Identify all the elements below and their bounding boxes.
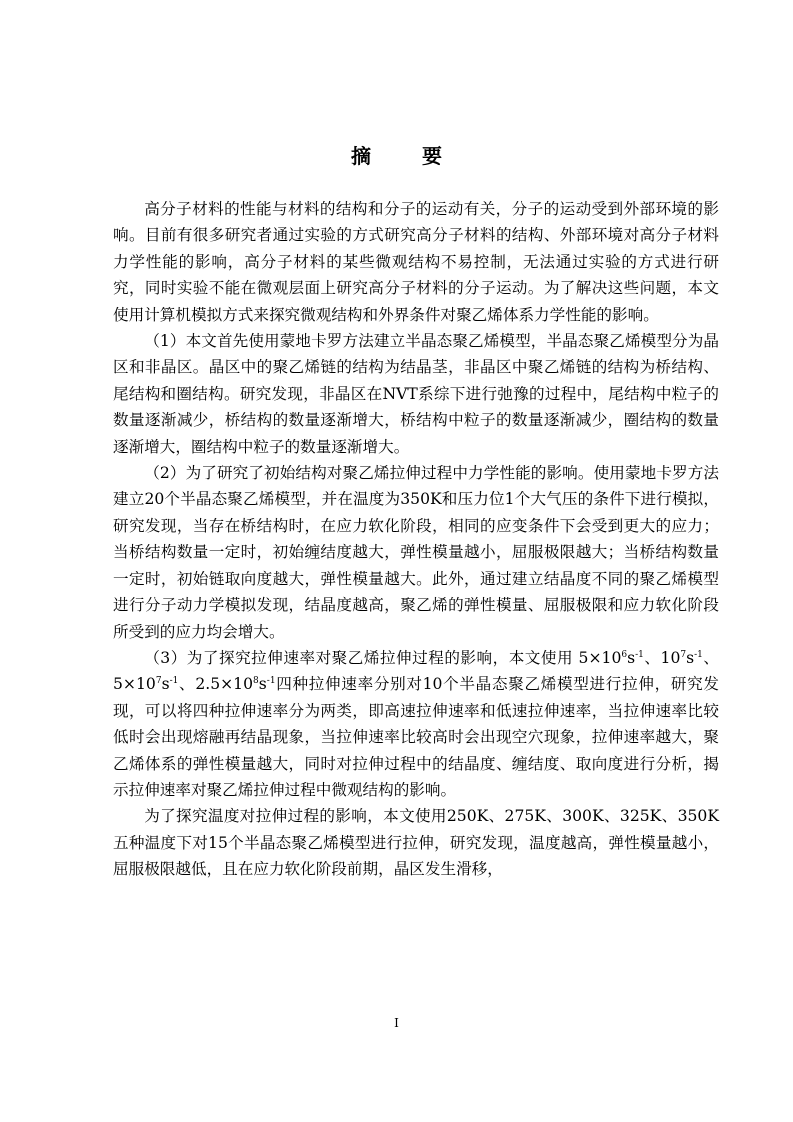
paragraph-intro: 高分子材料的性能与材料的结构和分子的运动有关，分子的运动受到外部环境的影响。目前有很多研究者通过实验的方式研究高分子材料的结构、外部环境对高分子材料力学性能的影响，高分子材料的某些微观结构不易控制，无法通过实验的方式进行研究，同时实验不能在微观层面上研究高分子材料的分子运动。为了解决这些问题，本文使用计算机模拟方式来探究微观结构和外界条件对聚乙烯体系力学性能的影响。 xyxy=(113,200,719,324)
rate-exponent-4: 8 xyxy=(253,676,259,687)
rate-sep-1: 、10 xyxy=(643,648,681,667)
rate-exponent-2: 7 xyxy=(680,649,687,660)
rate-unit-exponent-1: -1 xyxy=(635,649,644,660)
abstract-body xyxy=(113,196,719,883)
rate-unit-3: s xyxy=(161,675,170,694)
rate-unit-4: s xyxy=(258,675,267,694)
paragraph-point-3 xyxy=(113,645,719,803)
rate-unit-2: s xyxy=(686,648,695,667)
rate-exponent-1: 6 xyxy=(621,649,628,660)
paragraph-point-1: （1）本文首先使用蒙地卡罗方法建立半晶态聚乙烯模型，半晶态聚乙烯模型分为晶区和非晶区。晶区中的聚乙烯链的结构为结晶茎，非晶区中聚乙烯链的结构为桥结构、尾结构和圈结构。研究发现，非晶区在NVT系综下进行弛豫的过程中，尾结构中粒子的数量逐渐减少，桥结构的数量逐渐增大，桥结构中粒子的数量逐渐减少，圈结构的数量逐渐增大，圈结构中粒子的数量逐渐增大。 xyxy=(113,332,719,456)
rate-intro: （3）为了探究拉伸速率对聚乙烯拉伸过程的影响，本文使用 5×10 xyxy=(144,648,622,667)
rate-unit-exponent-3: -1 xyxy=(169,676,179,687)
rate-rest: 四种拉伸速率分别对10个半晶态聚乙烯模型进行拉伸，研究发现，可以将四种拉伸速率分为两类，即高速拉伸速率和低速拉伸速率，当拉伸速率比较低时会出现熔融再结晶现象，当拉伸速率比较高时会出现空穴现象，拉伸速率越大，聚乙烯体系的弹性模量越大，同时对拉伸过程中的结晶度、缠结度、取向度进行分析，揭示拉伸速率对聚乙烯拉伸过程中微观结构的影响。 xyxy=(113,675,719,799)
page-number: I xyxy=(394,1016,399,1030)
rate-unit-1: s xyxy=(627,648,636,667)
rate-sep-2: 、5×10 xyxy=(113,648,720,694)
paragraph-point-2: （2）为了研究了初始结构对聚乙烯拉伸过程中力学性能的影响。使用蒙地卡罗方法建立20个半晶态聚乙烯模型，并在温度为350K和压力位1个大气压的条件下进行模拟，研究发现，当存在桥结构时，在应力软化阶段，相同的应变条件下会受到更大的应力；当桥结构数量一定时，初始缠结度越大，弹性模量越小，屈服极限越大；当桥结构数量一定时，初始链取向度越大，弹性模量越大。此外，通过建立结晶度不同的聚乙烯模型进行分子动力学模拟发现，结晶度越高，聚乙烯的弹性模量、屈服极限和应力软化阶段所受到的应力均会增大。 xyxy=(113,464,719,641)
abstract-title: 摘 要 xyxy=(351,144,464,168)
rate-exponent-3: 7 xyxy=(155,676,162,687)
rate-sep-3: 、2.5×10 xyxy=(178,675,254,694)
rate-unit-exponent-2: -1 xyxy=(694,649,703,660)
rate-unit-exponent-4: -1 xyxy=(266,676,276,687)
paragraph-temperature: 为了探究温度对拉伸过程的影响，本文使用250K、275K、300K、325K、350K五种温度下对15个半晶态聚乙烯模型进行拉伸，研究发现，温度越高，弹性模量越小，屈服极限越低，且在应力软化阶段前期，晶区发生滑移， xyxy=(113,807,719,879)
